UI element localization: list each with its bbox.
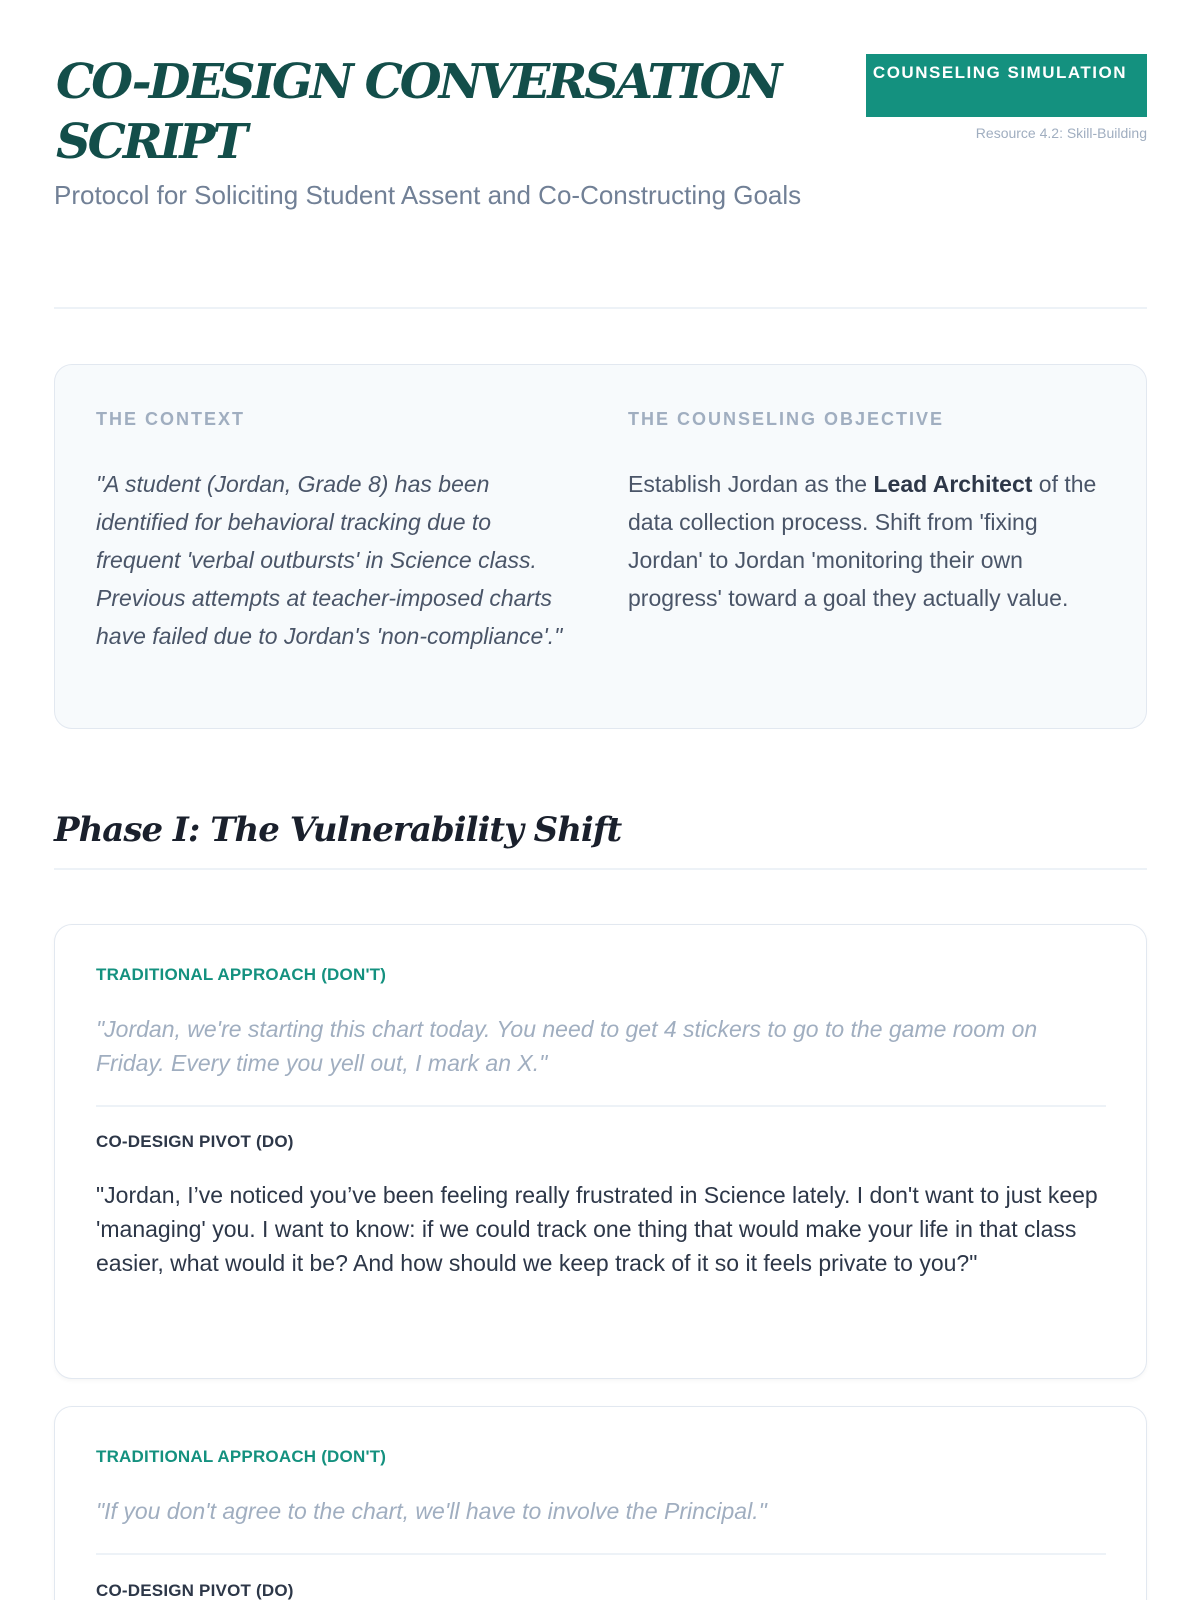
- page-subtitle: Protocol for Soliciting Student Assent and Co-Constructing Goals: [54, 180, 802, 210]
- dont-label: TRADITIONAL APPROACH (DON'T): [96, 965, 387, 984]
- objective-text-end: of the data collection process. Shift from 'fixing Jordan' to Jordan 'monitoring their own progress' toward a goal they actually value.: [628, 471, 1097, 611]
- simulation-badge: COUNSELING SIMULATION: [866, 54, 1147, 117]
- context-heading: THE CONTEXT: [96, 409, 246, 429]
- phase-title: Phase I: The Vulnerability Shift: [54, 810, 622, 850]
- do-label: CO-DESIGN PIVOT (DO): [96, 1581, 294, 1600]
- dont-quote: "Jordan, we're starting this chart today. You need to get 4 stickers to go to the game room on Friday. Every time you yell out, I mark an X.": [96, 1016, 1038, 1076]
- card-divider: [96, 1553, 1106, 1555]
- header: [54, 0, 1147, 310]
- objective-text: [628, 465, 1103, 617]
- header-divider: [54, 307, 1147, 309]
- do-label: CO-DESIGN PIVOT (DO): [96, 1132, 294, 1151]
- context-quote: "A student (Jordan, Grade 8) has been identified for behavioral tracking due to frequent 'verbal outbursts' in Science class. Previous attempts at teacher-imposed charts have failed due to Jordan's 'non-compliance'.": [96, 471, 563, 649]
- context-box: [54, 364, 1147, 729]
- context-column: [96, 405, 576, 655]
- objective-emphasis: Lead Architect: [873, 471, 1033, 497]
- do-quote: "Jordan, I’ve noticed you’ve been feeling really frustrated in Science lately. I don't want to just keep 'managing' you. I want to know: if we could track one thing that would make your life in that class easier, what would it be? And how should we keep track of it so it feels private to you?": [96, 1182, 1098, 1276]
- script-card: [54, 924, 1147, 1379]
- dont-quote: "If you don't agree to the chart, we'll have to involve the Principal.": [96, 1498, 767, 1524]
- objective-column: [628, 405, 1103, 617]
- objective-heading: THE COUNSELING OBJECTIVE: [628, 409, 945, 429]
- script-card: [54, 1406, 1147, 1600]
- resource-label: Resource 4.2: Skill-Building: [975, 125, 1147, 141]
- phase-divider: [54, 868, 1147, 870]
- page-title: CO-DESIGN CONVERSATION SCRIPT: [56, 54, 780, 170]
- card-divider: [96, 1105, 1106, 1107]
- dont-label: TRADITIONAL APPROACH (DON'T): [96, 1447, 387, 1466]
- objective-text-start: Establish Jordan as the: [628, 471, 874, 497]
